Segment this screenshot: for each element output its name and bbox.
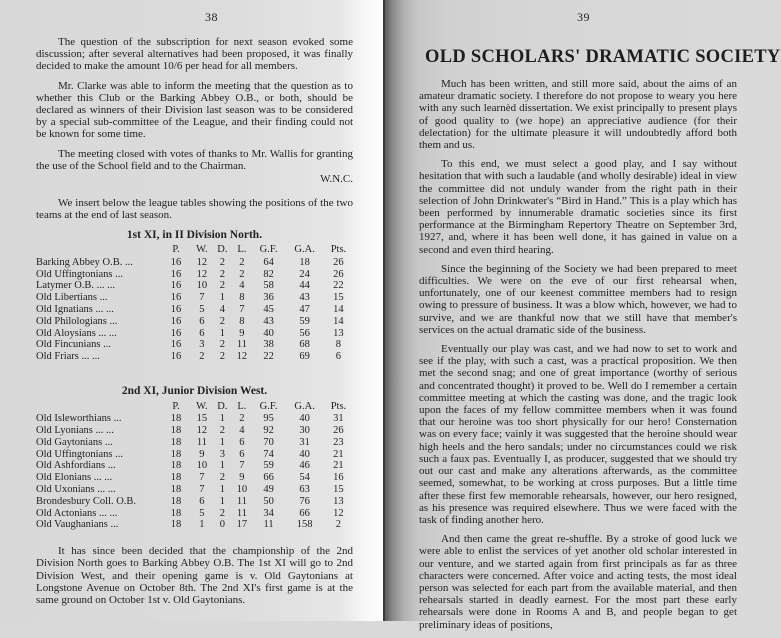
right-page — [385, 0, 781, 631]
stat-cell: 13 — [333, 495, 344, 507]
stat-cell: 74 — [263, 448, 274, 460]
stat-cell: 12 — [196, 256, 208, 268]
team-name: Old Uxonians ... ... — [36, 484, 116, 495]
stat-cell: 9 — [239, 472, 245, 484]
stat-cell: 2 — [219, 425, 226, 437]
header-team — [36, 400, 161, 413]
paragraph: Eventually our play was cast, and we had now to set to work and see if the play, with such a cast, was a practical proposition. We then met the second snag; and one of great importance (worthy of serious and concentrated thought) it proved to be. Well do I remember a certain committee meeting at which the casting was done, and the tragic look upon the faces of my fellow committee members when it was found that our heroine was too short physically for our hero! Consternation was on every face; vainly it was suggested that the heroine should wear high heels and the hero sandals; under no circumstances could we risk such a faux pas. Eventually I, as producer, suggested that we should try out our cast and make any alterations afterwards, as the committee seemed, somewhat, to be working at cross purposes. But a little time after these first few memorable rehearsals, however, our hero resigned, as his presence was required elsewhere. Thus we were faced with the task of finding another hero. — [419, 343, 737, 526]
stat-cell: 2 — [219, 256, 226, 268]
header-cell: W. — [196, 244, 208, 256]
table-title-first-xi: 1st XI, in II Division North. — [126, 228, 263, 241]
stat-cell: 64 — [263, 256, 274, 268]
stat-cell: 18 — [170, 413, 182, 425]
stat-cell: 16 — [170, 351, 182, 363]
stat-cell: 12 — [196, 425, 208, 437]
team-name: Old Aloysians ... ... — [36, 327, 117, 339]
header-cell: W. — [196, 400, 208, 412]
stat-cell: 26 — [333, 425, 344, 437]
stat-cell: 1 — [219, 292, 226, 304]
stat-cell: 47 — [299, 304, 310, 316]
team-name: Old Friars ... ... — [36, 351, 100, 363]
stat-cell: 46 — [299, 460, 310, 472]
stat-cell: 23 — [333, 436, 344, 448]
header-cell: P. — [172, 400, 180, 412]
stat-cell: 54 — [299, 472, 310, 484]
stat-cell: 31 — [299, 436, 310, 448]
stat-cell: 2 — [335, 519, 342, 531]
article-title: OLD SCHOLARS' DRAMATIC SOCIETY — [425, 47, 781, 67]
table-row — [36, 437, 353, 449]
stat-cell: 26 — [333, 256, 344, 268]
right-page-body — [419, 78, 737, 638]
paragraph: Mr. Clarke was able to inform the meeting that the question as to whether this Club or the Barking Abbey O.B., or both, should be declared as winners of their Division last season was to be considered by a special sub-committee of the League, and their finding could not be known for some time. — [36, 79, 353, 141]
stat-cell: 43 — [299, 292, 310, 304]
stat-cell: 18 — [299, 256, 310, 268]
stat-cell: 76 — [299, 495, 310, 507]
stat-cell: 6 — [335, 351, 342, 363]
stat-cell: 6 — [199, 315, 205, 327]
stat-cell: 2 — [219, 315, 226, 327]
stat-cell: 16 — [170, 268, 182, 280]
stat-cell: 16 — [170, 292, 182, 304]
header-cell: D. — [217, 400, 228, 412]
league-table-first-xi — [36, 244, 353, 363]
table-header-row — [36, 244, 353, 257]
stat-cell: 11 — [196, 436, 207, 448]
stat-cell: 50 — [263, 495, 274, 507]
stat-cell: 40 — [299, 448, 310, 460]
header-cell: G.A. — [294, 244, 315, 256]
stat-cell: 18 — [170, 425, 182, 437]
header-cell: G.F. — [259, 400, 278, 412]
page-number: 38 — [205, 10, 218, 24]
header-cell: D. — [217, 244, 228, 256]
header-cell: G.A. — [294, 400, 315, 412]
team-name: Old Fincunians ... — [36, 339, 111, 351]
stat-cell: 6 — [199, 495, 205, 507]
team-name: Old Uffingtonians ... — [36, 268, 124, 280]
stat-cell: 22 — [333, 280, 344, 292]
stat-cell: 1 — [219, 484, 226, 495]
team-name: Barking Abbey O.B. ... — [36, 256, 133, 268]
stat-cell: 38 — [263, 339, 274, 351]
signature: W.N.C. — [320, 173, 353, 186]
stat-cell: 8 — [239, 315, 245, 327]
stat-cell: 18 — [170, 519, 182, 531]
team-name: Old Uffingtonians ... — [36, 448, 124, 460]
team-name: Old Actonians ... ... — [36, 507, 118, 519]
stat-cell: 31 — [333, 413, 344, 425]
stat-cell: 21 — [333, 448, 344, 460]
paragraph: The meeting closed with votes of thanks to Mr. Wallis for granting the use of the School field and to the Chairman. — [36, 147, 353, 172]
header-team — [36, 244, 161, 257]
league-table-second-xi — [36, 400, 353, 531]
stat-cell: 11 — [236, 507, 247, 519]
stat-cell: 36 — [263, 292, 274, 304]
stat-cell: 4 — [239, 280, 245, 292]
stat-cell: 16 — [170, 256, 182, 268]
team-name: Old Libertians ... — [36, 292, 108, 304]
stat-cell: 16 — [170, 304, 182, 316]
header-cell: L. — [237, 244, 247, 256]
team-name: Latymer O.B. ... ... — [36, 280, 116, 292]
stat-cell: 12 — [196, 268, 208, 280]
stat-cell: 66 — [263, 472, 274, 484]
stat-cell: 1 — [219, 460, 226, 472]
stat-cell: 18 — [170, 472, 182, 484]
stat-cell: 68 — [299, 339, 310, 351]
header-cell: Pts. — [330, 400, 347, 412]
stat-cell: 11 — [236, 339, 247, 351]
stat-cell: 6 — [239, 436, 245, 448]
paragraph: Much has been written, and still more said, about the aims of an amateur dramatic society. I therefore do not propose to weary you here with any such learnèd dissertation. We exist principally to present plays of good quality to (we hope) an appreciative audience (for their delectation) for the ultimate pleasure it will undoubtedly afford both them and us. — [419, 78, 737, 152]
stat-cell: 0 — [219, 519, 226, 531]
stat-cell: 15 — [333, 484, 344, 495]
table-row — [36, 269, 353, 281]
stat-cell: 59 — [299, 315, 310, 327]
stat-cell: 10 — [196, 460, 208, 472]
stat-cell: 2 — [219, 507, 226, 519]
team-name: Old Vaughanians ... — [36, 519, 119, 531]
stat-cell: 15 — [333, 292, 344, 304]
stat-cell: 7 — [239, 460, 245, 472]
stat-cell: 9 — [199, 448, 205, 460]
stat-cell: 2 — [219, 280, 226, 292]
team-name: Old Philologians ... — [36, 315, 118, 327]
header-cell: Pts. — [330, 244, 347, 256]
table-row — [36, 316, 353, 328]
stat-cell: 18 — [170, 495, 182, 507]
table-row — [36, 425, 353, 437]
stat-cell: 11 — [263, 519, 274, 531]
stat-cell: 45 — [263, 304, 274, 316]
table-row — [36, 472, 353, 484]
stat-cell: 40 — [299, 413, 310, 425]
left-page-body — [36, 36, 353, 613]
table-row — [36, 304, 353, 316]
paragraph: The question of the subscription for next season evoked some discussion; after several alternatives had been proposed, it was finally decided to make the amount 10/6 per head for all members. — [36, 36, 353, 73]
table-row — [36, 351, 353, 363]
team-name: Brondesbury Coll. O.B. — [36, 495, 137, 507]
stat-cell: 58 — [263, 280, 274, 292]
stat-cell: 69 — [299, 351, 310, 363]
stat-cell: 2 — [199, 351, 205, 363]
paragraph: And then came the great re-shuffle. By a stroke of good luck we were able to enlist the services of yet another old scholar interested in our venture, and we started again from first principals as far as three characters were concerned. After voice and acting tests, the most ideal person was selected for each part from the available material, and then rehearsals started in deadly earnest. For the most part these early rehearsals were done in Rooms A and B, and people began to get preliminary ideas of positions, — [419, 533, 737, 631]
stat-cell: 2 — [239, 268, 245, 280]
stat-cell: 1 — [219, 413, 226, 425]
stat-cell: 11 — [236, 495, 247, 507]
stat-cell: 92 — [263, 425, 274, 437]
team-name: Old Isleworthians ... — [36, 413, 122, 425]
stat-cell: 158 — [296, 519, 313, 531]
stat-cell: 18 — [170, 507, 182, 519]
stat-cell: 1 — [219, 495, 226, 507]
stat-cell: 4 — [219, 304, 226, 316]
stat-cell: 14 — [333, 304, 344, 316]
table-row — [36, 508, 353, 520]
stat-cell: 1 — [199, 519, 205, 531]
stat-cell: 7 — [199, 472, 205, 484]
stat-cell: 6 — [199, 327, 205, 339]
stat-cell: 6 — [239, 448, 245, 460]
table-row — [36, 328, 353, 340]
table-body — [36, 413, 353, 531]
stat-cell: 10 — [236, 484, 248, 495]
stat-cell: 2 — [219, 351, 226, 363]
tables-intro: We insert below the league tables showing the positions of the two teams at the end of last season. — [36, 197, 353, 222]
stat-cell: 2 — [239, 413, 245, 425]
left-page — [0, 0, 385, 621]
stat-cell: 26 — [333, 268, 344, 280]
stat-cell: 18 — [170, 484, 182, 495]
stat-cell: 24 — [299, 268, 310, 280]
stat-cell: 1 — [219, 327, 226, 339]
team-name: Old Ignatians ... ... — [36, 304, 114, 316]
stat-cell: 43 — [263, 315, 274, 327]
stat-cell: 10 — [196, 280, 208, 292]
stat-cell: 95 — [263, 413, 274, 425]
stat-cell: 1 — [219, 436, 226, 448]
table-row — [36, 257, 353, 269]
stat-cell: 16 — [170, 327, 182, 339]
stat-cell: 40 — [263, 327, 274, 339]
stat-cell: 4 — [239, 425, 245, 437]
stat-cell: 3 — [219, 448, 226, 460]
stat-cell: 63 — [299, 484, 310, 495]
closing-paragraph: It has since been decided that the championship of the 2nd Division North goes to Barking Abbey O.B. The 1st XI will go to 2nd Division West, and their opening game is v. Old Gaytonians at Longstone Avenue on October 8th. The 2nd XI's first game is at the same ground on October 1st v. Old Gaytonians. — [36, 545, 353, 606]
team-name: Old Lyonians ... ... — [36, 425, 114, 437]
stat-cell: 17 — [236, 519, 248, 531]
stat-cell: 14 — [333, 315, 344, 327]
stat-cell: 5 — [199, 507, 205, 519]
stat-cell: 18 — [170, 460, 182, 472]
table-row — [36, 496, 353, 508]
table-row — [36, 484, 353, 496]
stat-cell: 16 — [170, 339, 182, 351]
stat-cell: 8 — [239, 292, 245, 304]
stat-cell: 44 — [299, 280, 310, 292]
header-cell: G.F. — [259, 244, 278, 256]
header-cell: P. — [172, 244, 180, 256]
table-row — [36, 519, 353, 531]
stat-cell: 70 — [263, 436, 274, 448]
table-header-row — [36, 400, 353, 413]
stat-cell: 16 — [170, 280, 182, 292]
stat-cell: 15 — [196, 413, 208, 425]
stat-cell: 12 — [333, 507, 344, 519]
stat-cell: 49 — [263, 484, 274, 495]
stat-cell: 18 — [170, 436, 182, 448]
stat-cell: 18 — [170, 448, 182, 460]
stat-cell: 2 — [239, 256, 245, 268]
team-name: Old Gaytonians ... — [36, 436, 113, 448]
stat-cell: 16 — [333, 472, 344, 484]
stat-cell: 2 — [219, 339, 226, 351]
table-row — [36, 292, 353, 304]
stat-cell: 5 — [199, 304, 205, 316]
stat-cell: 82 — [263, 268, 274, 280]
stat-cell: 16 — [170, 315, 182, 327]
table-row — [36, 413, 353, 425]
table-title-second-xi: 2nd XI, Junior Division West. — [121, 385, 268, 398]
stat-cell: 21 — [333, 460, 344, 472]
stat-cell: 30 — [299, 425, 310, 437]
header-cell: L. — [237, 400, 247, 412]
stat-cell: 22 — [263, 351, 274, 363]
stat-cell: 34 — [263, 507, 274, 519]
stat-cell: 7 — [239, 304, 245, 316]
stat-cell: 2 — [219, 268, 226, 280]
table-row — [36, 460, 353, 472]
stat-cell: 13 — [333, 327, 344, 339]
table-body — [36, 257, 353, 363]
stat-cell: 12 — [236, 351, 248, 363]
page-number: 39 — [577, 10, 590, 24]
paragraph: Since the beginning of the Society we had been prepared to meet difficulties. We were on the eve of our first rehearsal when, unfortunately, one of our keenest committee members had to resign owing to pressure of business. It was a blow which, however, we had to survive, and we are thankful now that we still have that member's services on the actual dramatic side of the business. — [419, 262, 737, 336]
stat-cell: 2 — [219, 472, 226, 484]
stat-cell: 3 — [199, 339, 205, 351]
table-row — [36, 449, 353, 461]
table-row — [36, 280, 353, 292]
stat-cell: 8 — [335, 339, 342, 351]
stat-cell: 59 — [263, 460, 274, 472]
stat-cell: 66 — [299, 507, 310, 519]
stat-cell: 9 — [239, 327, 245, 339]
stat-cell: 7 — [199, 292, 205, 304]
stat-cell: 7 — [199, 484, 205, 495]
team-name: Old Elonians ... ... — [36, 472, 113, 484]
stat-cell: 56 — [299, 327, 310, 339]
team-name: Old Ashfordians ... — [36, 460, 116, 472]
table-row — [36, 339, 353, 351]
paragraph: To this end, we must select a good play, and I say without hesitation that with such a laudable (and wholly desirable) ideal in view the committee did not unduly wander from the right path in their selection of John Drinkwater's “Bird in Hand.” This is a play which has been performed by innumerable dramatic societies since its first performance at the Birmingham Repertory Theatre on September 3rd, 1927, and, where it has been well done, it has gained in value on a second and even third hearing. — [419, 158, 737, 256]
